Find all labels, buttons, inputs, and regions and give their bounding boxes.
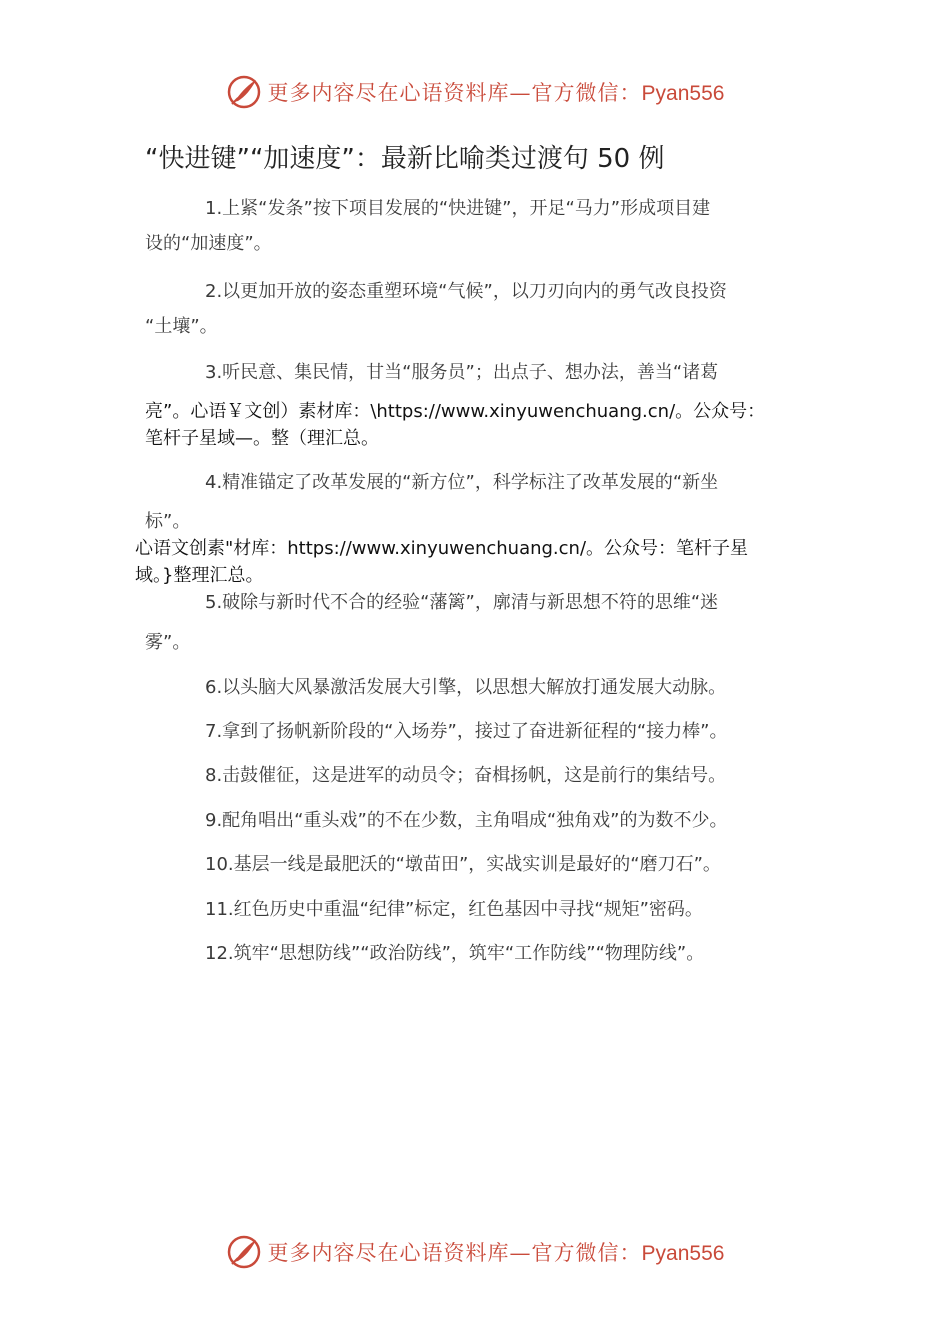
item-1-line-1: 1.上紧“发条”按下项目发展的“快进键”，开足“马力”形成项目建: [205, 198, 711, 219]
item-5-line-1: 5.破除与新时代不合的经验“藩篱”，廓清与新思想不符的思维“迷: [205, 592, 719, 613]
document-title: “快进键”“加速度”：最新比喻类过渡句 50 例: [145, 144, 665, 174]
banner-wechat-id: Pyan556: [641, 1242, 725, 1265]
item-8: 8.击鼓催征，这是进军的动员令；奋楫扬帆，这是前行的集结号。: [205, 765, 727, 786]
item-9: 9.配角唱出“重头戏”的不在少数，主角唱成“独角戏”的为数不少。: [205, 810, 728, 831]
item-3-line-3: 笔杆子星域—。整（理汇总。: [145, 428, 379, 449]
item-4-line-3: 心语文创素"材库：https://www.xinyuwenchuang.cn/。公众号：笔杆子星: [135, 538, 749, 559]
item-2-line-2: “土壤”。: [145, 316, 218, 337]
item-5-line-2: 雾”。: [145, 632, 191, 653]
item-3-line-1: 3.听民意、集民情，甘当“服务员”；出点子、想办法，善当“诸葛: [205, 362, 719, 383]
item-7: 7.拿到了扬帆新阶段的“入场券”，接过了奋进新征程的“接力棒”。: [205, 721, 728, 742]
item-4-line-4: 域。}整理汇总。: [135, 565, 264, 586]
quill-logo-icon: [226, 1234, 262, 1270]
header-banner: [0, 70, 950, 114]
item-12: 12.筑牢“思想防线”“政治防线”，筑牢“工作防线”“物理防线”。: [205, 943, 705, 964]
item-6: 6.以头脑大风暴激活发展大引擎，以思想大解放打通发展大动脉。: [205, 677, 727, 698]
quill-logo-icon: [226, 74, 262, 110]
item-4-line-1: 4.精准锚定了改革发展的“新方位”，科学标注了改革发展的“新坐: [205, 472, 719, 493]
item-1-line-2: 设的“加速度”。: [145, 233, 272, 254]
item-11: 11.红色历史中重温“纪律”标定，红色基因中寻找“规矩”密码。: [205, 899, 703, 920]
item-2-line-1: 2.以更加开放的姿态重塑环境“气候”，以刀刃向内的勇气改良投资: [205, 281, 727, 302]
banner-wechat-id: Pyan556: [641, 82, 725, 105]
item-10: 10.基层一线是最肥沃的“墩苗田”，实战实训是最好的“磨刀石”。: [205, 854, 721, 875]
footer-banner: [0, 1230, 950, 1274]
banner-text: 更多内容尽在心语资料库—官方微信：Pyan556: [267, 1241, 725, 1265]
item-3-line-2: 亮”。心语￥文创）素材库：\https://www.xinyuwenchuang.cn/。公众号：: [145, 401, 766, 422]
banner-text: 更多内容尽在心语资料库—官方微信：Pyan556: [267, 81, 725, 105]
item-4-line-2: 标”。: [145, 511, 191, 532]
